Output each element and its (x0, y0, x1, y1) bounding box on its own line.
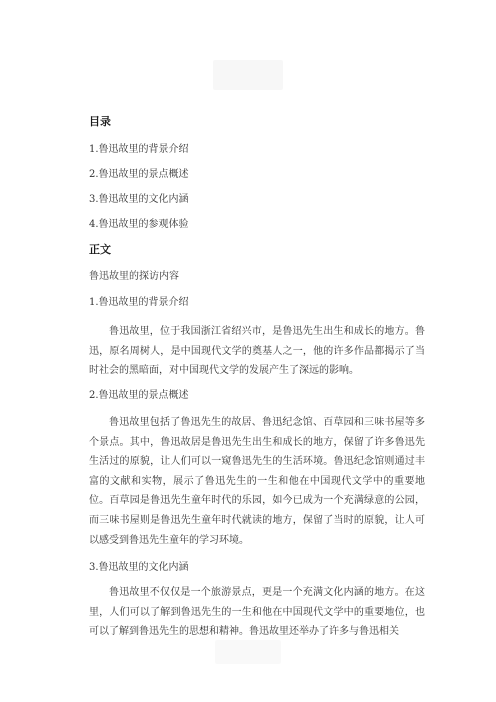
toc-item: 3.鲁迅故里的文化内涵 (89, 194, 189, 205)
watermark (215, 640, 281, 664)
toc-item: 1.鲁迅故里的背景介绍 (89, 144, 189, 155)
section-title: 1.鲁迅故里的背景介绍 (89, 297, 189, 308)
section-paragraph: 鲁迅故里不仅仅是一个旅游景点，更是一个充满文化内涵的地方。在这里，人们可以了解到鲁迅先生的一生和他在中国现代文学中的重要地位，也可以了解到鲁迅先生的思想和精神。鲁迅故里还举办了许多与鲁迅相关 (89, 587, 425, 638)
section-title: 3.鲁迅故里的文化内涵 (89, 562, 189, 573)
section-paragraph: 鲁迅故里包括了鲁迅先生的故居、鲁迅纪念馆、百草园和三味书屋等多个景点。其中，鲁迅故居是鲁迅先生出生和成长的地方，保留了许多鲁迅先生活过的原貌，让人们可以一窥鲁迅先生的生活环境。鲁迅纪念馆则通过丰富的文献和实物，展示了鲁迅先生的一生和他在中国现代文学中的重要地位。百草园是鲁迅先生童年时代的乐园，如今已成为一个充满绿意的公园，而三味书屋则是鲁迅先生童年时代就读的地方，保留了当时的原貌，让人可以感受到鲁迅先生童年的学习环境。 (89, 417, 425, 546)
section-title: 2.鲁迅故里的景点概述 (89, 390, 189, 401)
toc-heading: 目录 (89, 115, 111, 128)
body-heading: 正文 (89, 243, 111, 256)
toc-item: 2.鲁迅故里的景点概述 (89, 169, 189, 180)
toc-item: 4.鲁迅故里的参观体验 (89, 219, 189, 230)
watermark (213, 60, 283, 90)
body-subtitle: 鲁迅故里的探访内容 (89, 271, 179, 282)
section-paragraph: 鲁迅故里，位于我国浙江省绍兴市，是鲁迅先生出生和成长的地方。鲁迅，原名周树人，是中国现代文学的奠基人之一，他的许多作品都揭示了当时社会的黑暗面，对中国现代文学的发展产生了深远的影响。 (89, 326, 425, 377)
